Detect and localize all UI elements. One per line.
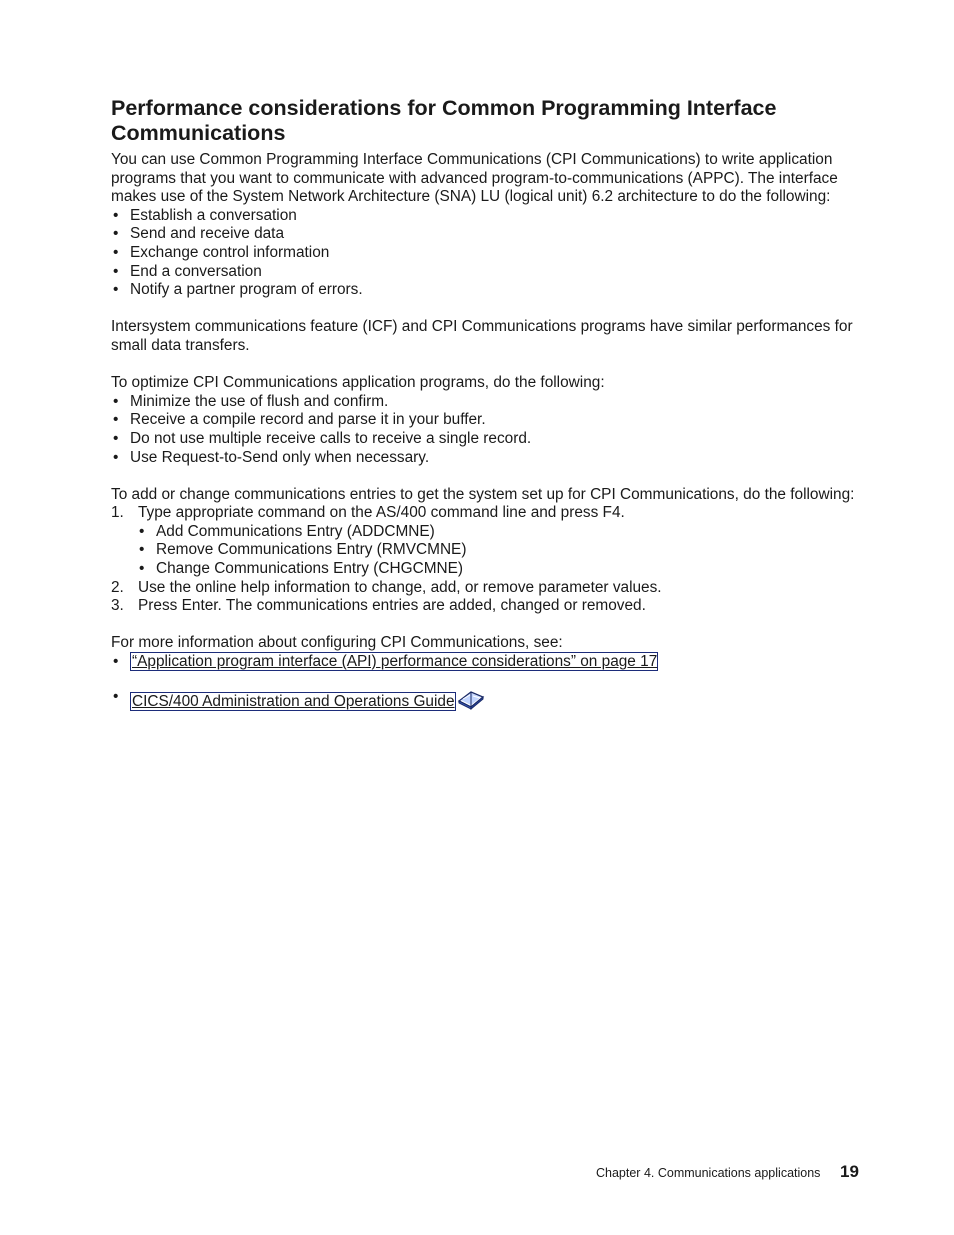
list-item: • Receive a compile record and parse it in your buffer. xyxy=(111,411,861,430)
list-item: • Minimize the use of flush and confirm. xyxy=(111,393,861,412)
list-item: • Use Request-to-Send only when necessary. xyxy=(111,449,861,468)
command-list xyxy=(138,523,861,579)
page-footer xyxy=(596,1162,859,1184)
list-item: • Establish a conversation xyxy=(111,207,861,226)
document-page xyxy=(111,96,861,711)
step-number: 3. xyxy=(111,597,124,615)
entries-paragraph: To add or change communications entries to get the system set up for CPI Communications, do the following: xyxy=(111,485,855,503)
book-icon[interactable] xyxy=(457,688,485,710)
list-item: • Do not use multiple receive calls to receive a single record. xyxy=(111,430,861,449)
reference-list xyxy=(111,653,861,711)
step-number: 2. xyxy=(111,578,124,596)
step-item xyxy=(111,579,861,598)
icf-paragraph: Intersystem communications feature (ICF) and CPI Communications programs have similar performances for small data transfers. xyxy=(111,318,853,354)
optimize-list xyxy=(111,393,861,467)
list-item: • Change Communications Entry (CHGCMNE) xyxy=(138,560,861,579)
step-text: Type appropriate command on the AS/400 command line and press F4. xyxy=(138,504,625,522)
list-item: • Remove Communications Entry (RMVCMNE) xyxy=(138,541,861,560)
steps-list xyxy=(111,504,861,616)
list-item: • End a conversation xyxy=(111,263,861,282)
more-info-paragraph: For more information about configuring CPI Communications, see: xyxy=(111,634,563,652)
intro-paragraph: You can use Common Programming Interface Communications (CPI Communications) to write application programs that you want to communicate with advanced program-to-communications (APPC). The interface makes use of the System Network Architecture (SNA) LU (logical unit) 6.2 architecture to do the following: xyxy=(111,151,838,206)
step-text: Use the online help information to change, add, or remove parameter values. xyxy=(138,578,662,596)
list-item: • Add Communications Entry (ADDCMNE) xyxy=(138,523,861,542)
step-text: Press Enter. The communications entries are added, changed or removed. xyxy=(138,597,646,615)
chapter-title: Chapter 4. Communications applications xyxy=(596,1166,821,1180)
intro-list xyxy=(111,207,861,300)
list-item: • Exchange control information xyxy=(111,244,861,263)
list-item xyxy=(111,688,861,712)
step-number: 1. xyxy=(111,504,124,522)
section-heading: Performance considerations for Common Programming Interface Communications xyxy=(111,96,777,145)
cics-guide-link[interactable]: CICS/400 Administration and Operations Guide xyxy=(132,692,455,710)
step-item xyxy=(111,597,861,616)
list-item xyxy=(111,653,861,672)
list-item: • Send and receive data xyxy=(111,225,861,244)
optimize-paragraph: To optimize CPI Communications application programs, do the following: xyxy=(111,374,605,392)
page-number: 19 xyxy=(840,1162,859,1181)
list-item: • Notify a partner program of errors. xyxy=(111,281,861,300)
api-performance-link[interactable]: “Application program interface (API) performance considerations” on page 17 xyxy=(132,653,658,671)
step-item xyxy=(111,504,861,578)
